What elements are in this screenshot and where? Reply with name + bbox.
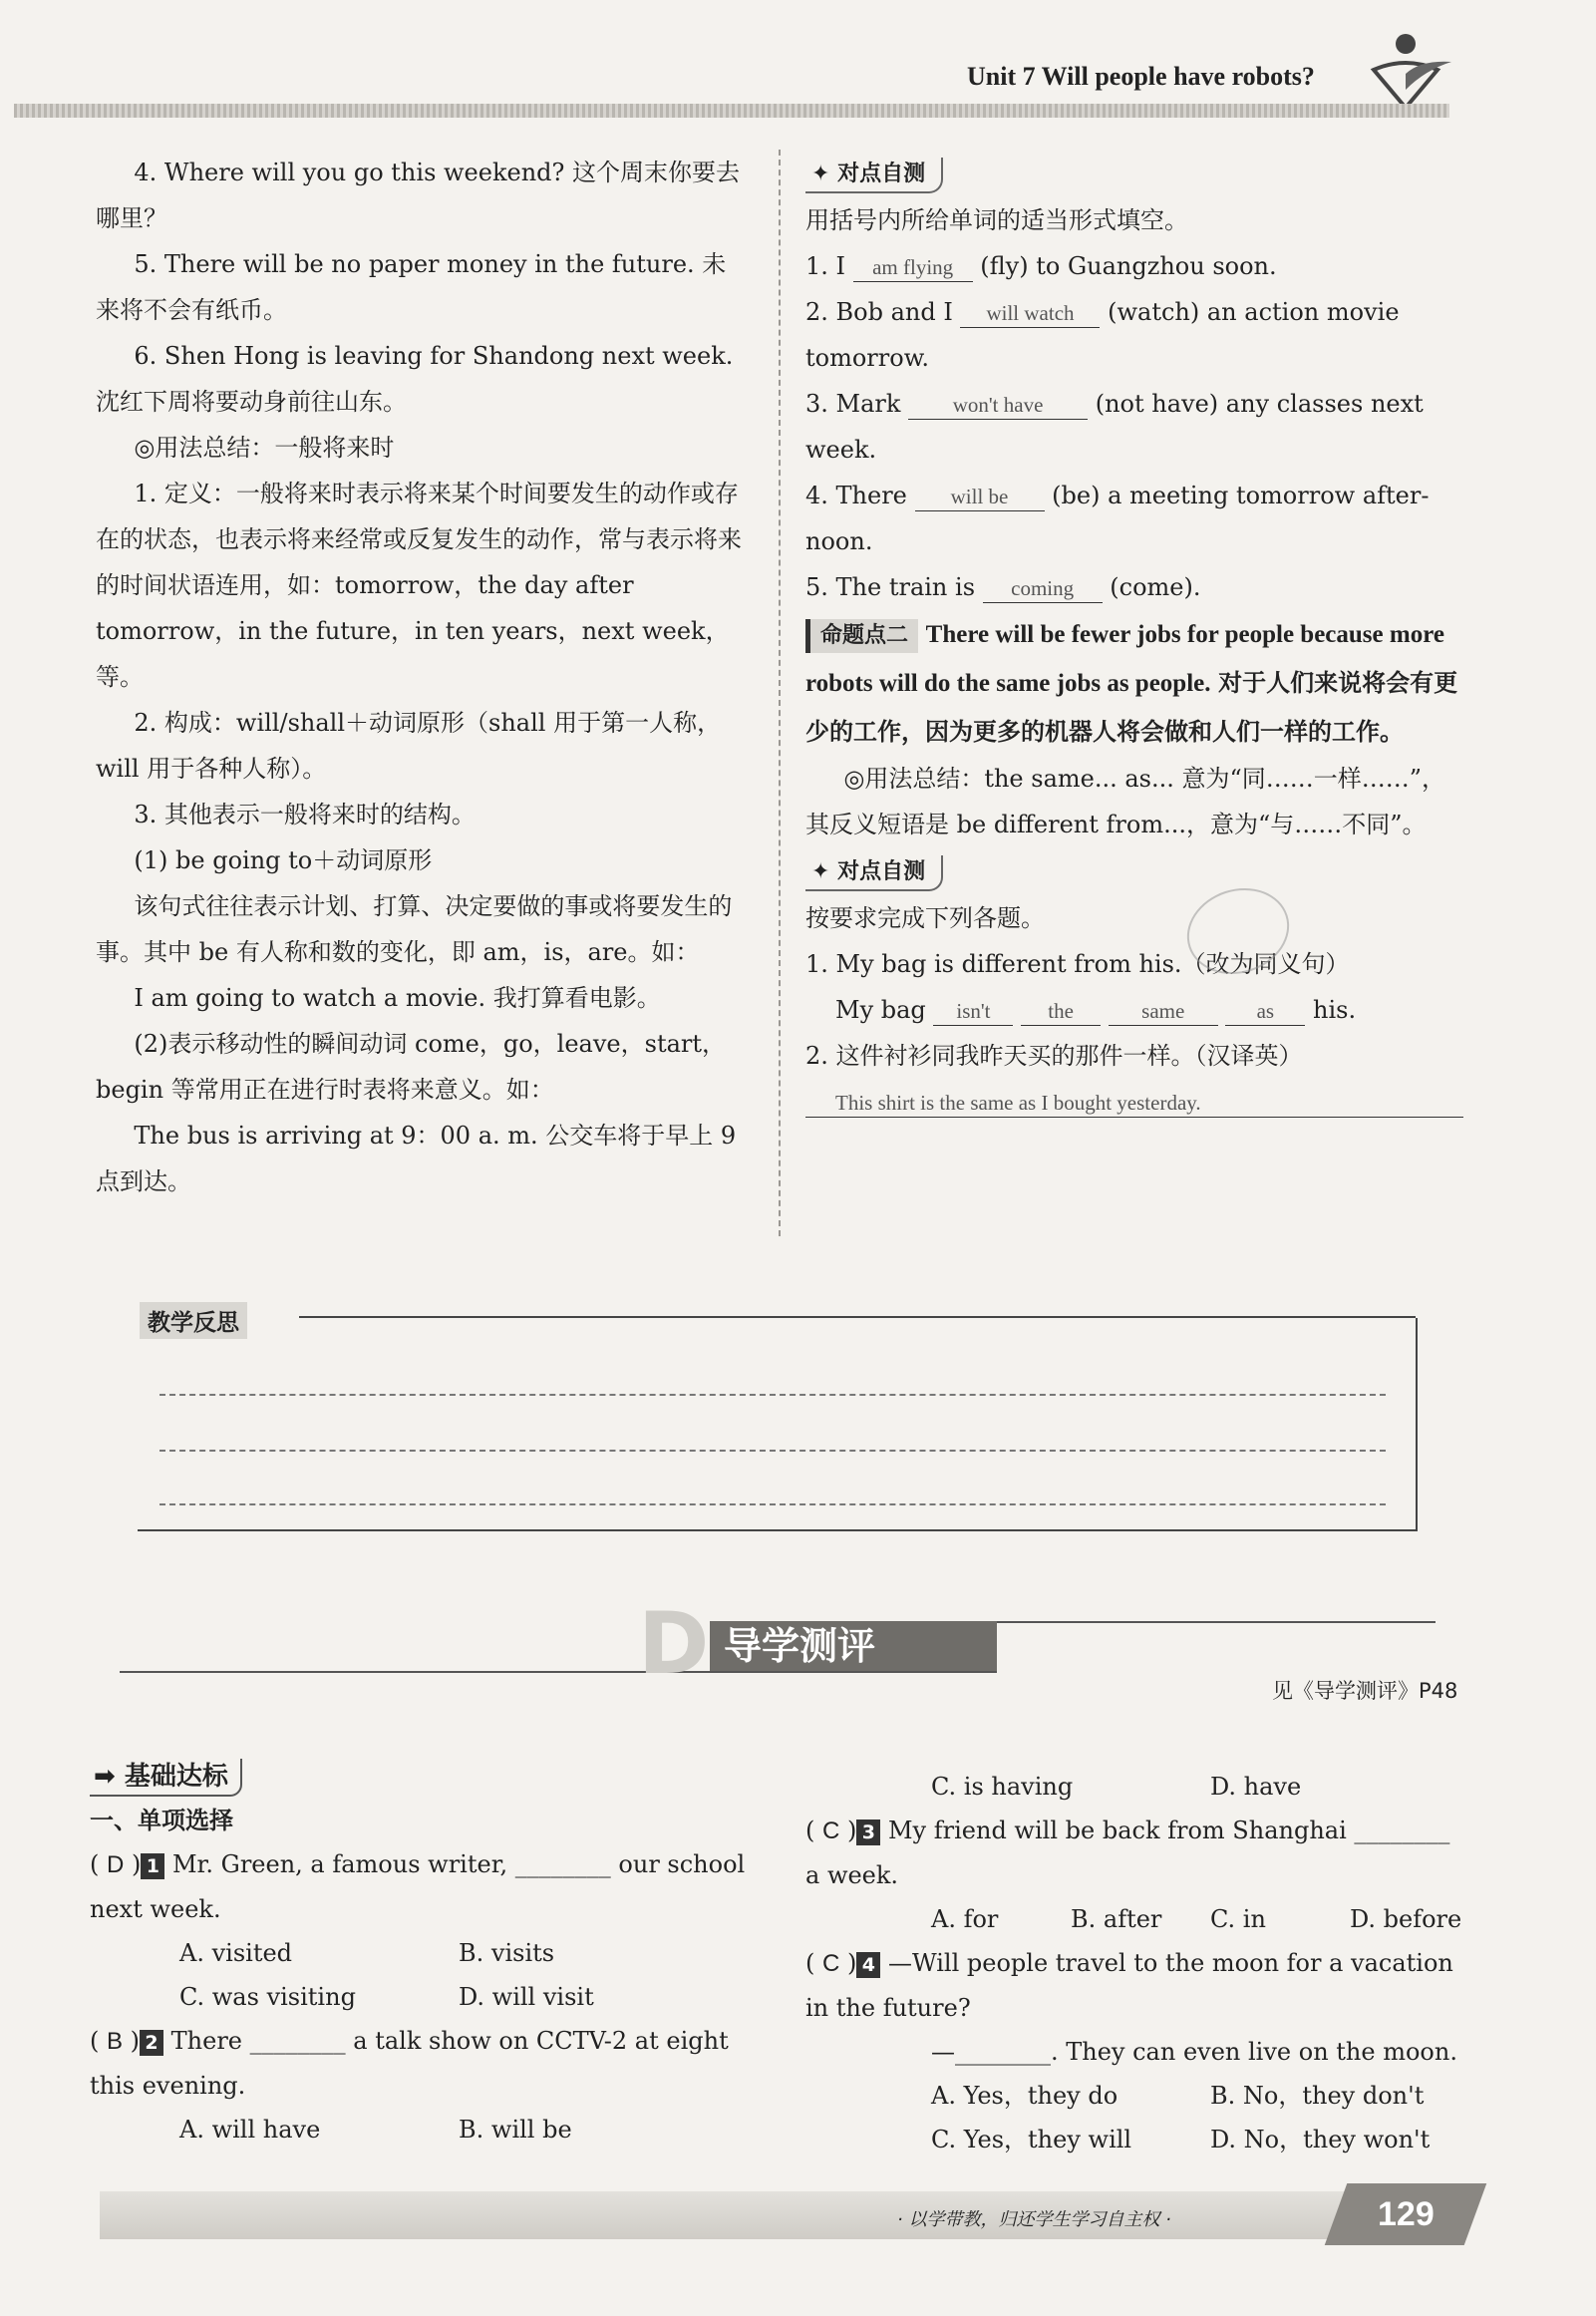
options: A. Yes，they do B. No，they don't [931, 2082, 1425, 2110]
options: C. Yes，they will D. No，they won't [931, 2126, 1431, 2153]
exercise-left [90, 1755, 768, 2151]
section-d-letter: D [638, 1594, 710, 1694]
reflection-title: 教学反思 [140, 1302, 247, 1339]
other-structures: 3. 其他表示一般将来时的结构。 [134, 801, 476, 828]
example-6: 6. Shen Hong is leaving for Shandong next week. 沈红下周将要动身前往山东。 [96, 342, 734, 416]
unit-title: Unit 7 Will people have robots? [967, 62, 1315, 91]
fill-q4: 4. There will be (be) a meeting tomorrow after-noon. [805, 482, 1430, 555]
options: A. will have B. will be [179, 2116, 572, 2144]
question-1: ( D ) 1 Mr. Green, a famous writer, ________ our school next week. [90, 1850, 746, 1923]
right-column [805, 150, 1463, 1125]
reflection-box [138, 1318, 1418, 1531]
answer-choice: C [822, 1950, 840, 1977]
be-going-to-explain: 该句式往往表示计划、打算、决定要做的事或将要发生的事。其中 be 有人称和数的变化，即 am，is，are。如： [96, 892, 733, 966]
question-number: 1 [141, 1853, 164, 1879]
be-going-to: (1) be going to＋动词原形 [134, 846, 433, 874]
example-4: 4. Where will you go this weekend? 这个周末你要去哪里？ [96, 159, 741, 232]
header-band [14, 104, 1449, 118]
selftest-tag: ✦ 对点自测 [805, 158, 943, 193]
footer-band [100, 2191, 1426, 2239]
point-2 [805, 610, 1463, 756]
fill-q2: 2. Bob and I will watch (watch) an action movie tomorrow. [805, 298, 1400, 372]
question-number: 4 [856, 1952, 880, 1978]
task-1-answer: My bag isn't the same as his. [835, 996, 1357, 1024]
task-2: 2. 这件衬衫同我昨天买的那件一样。（汉译英） [805, 1042, 1303, 1070]
answer-choice: B [107, 2028, 124, 2055]
answer-choice: C [822, 1818, 840, 1844]
reflection-top-line [299, 1316, 1416, 1318]
reflection-line [160, 1450, 1386, 1452]
structure: 2. 构成：will/shall＋动词原形（shall 用于第一人称，will 用于各种人称）。 [96, 709, 722, 783]
options: C. was visiting D. will visit [179, 1983, 594, 2011]
reflection-line [160, 1394, 1386, 1396]
section-d-line [997, 1621, 1436, 1623]
fill-q3: 3. Mark won't have (not have) any classes next week. [805, 390, 1424, 464]
question-2: ( B ) 2 There ________ a talk show on CCTV-2 at eight this evening. [90, 2027, 729, 2100]
answer-blank: will watch [960, 299, 1100, 328]
instruction-1: 用括号内所给单词的适当形式填空。 [805, 206, 1188, 234]
part-heading: 一、单项选择 [90, 1807, 233, 1834]
point-2-sentence: There will be fewer jobs for people because more robots will do the same jobs as people. [805, 621, 1444, 697]
reflection-line [160, 1503, 1386, 1505]
instruction-2: 按要求完成下列各题。 [805, 904, 1045, 932]
options: A. for B. after C. in D. before [931, 1905, 1462, 1933]
section-d-reference: 见《导学测评》P48 [1272, 1679, 1458, 1703]
question-4-reply: —________. They can even live on the moon. [931, 2038, 1457, 2066]
example-movie: I am going to watch a movie. 我打算看电影。 [134, 984, 661, 1012]
footer-slogan: · 以学带教，归还学生学习自主权 · [897, 2209, 1171, 2230]
answer-blank: am flying [853, 253, 973, 282]
exercise-right [805, 1755, 1463, 2161]
answer-choice: D [107, 1851, 125, 1878]
task-1: 1. My bag is different from his.（改为同义句） [805, 950, 1350, 978]
definition: 1. 定义：一般将来时表示将来某个时间要发生的动作或存在的状态，也表示将来经常或反复发生的动作，常与表示将来的时间状语连用，如：tomorrow，the day after tomorrow，in the future，in ten years，next week，等。 [96, 480, 742, 691]
motion-verbs: (2)表示移动性的瞬间动词 come，go，leave，start，begin 等常用正在进行时表将来意义。如： [96, 1030, 727, 1104]
task-2-answer: This shirt is the same as I bought yesterday. [805, 1079, 1463, 1125]
section-d-line [120, 1671, 997, 1673]
column-divider [779, 150, 781, 1236]
options: A. visited B. visits [179, 1939, 555, 1967]
question-3: ( C ) 3 My friend will be back from Shanghai ________ a week. [805, 1817, 1450, 1889]
point-2-tag: 命题点二 [805, 619, 918, 653]
fill-q1: 1. I am flying (fly) to Guangzhou soon. [805, 252, 1277, 280]
level-tag: ➡ 基础达标 [90, 1759, 242, 1797]
page-number: 129 [1325, 2183, 1487, 2245]
answer-blank: coming [983, 574, 1103, 603]
fill-q5: 5. The train is coming (come). [805, 573, 1201, 601]
question-4: ( C ) 4 —Will people travel to the moon for a vacation in the future? [805, 1949, 1453, 2022]
selftest-tag-2: ✦ 对点自测 [805, 855, 943, 891]
answer-blank: won't have [908, 391, 1088, 420]
example-5: 5. There will be no paper money in the future. 未来将不会有纸币。 [96, 250, 727, 324]
answer-blank: will be [915, 483, 1045, 511]
question-number: 3 [856, 1820, 880, 1845]
usage-same-as: ◎用法总结：the same... as... 意为“同……一样……”，其反义短语是 be different from...，意为“与……不同”。 [805, 765, 1446, 838]
usage-summary-heading: ◎用法总结：一般将来时 [134, 434, 395, 462]
example-bus: The bus is arriving at 9：00 a. m. 公交车将于早上 9 点到达。 [96, 1122, 737, 1195]
question-number: 2 [140, 2030, 163, 2056]
point-2-translation: 对于人们来说将会有更少的工作，因为更多的机器人将会做和人们一样的工作。 [805, 669, 1458, 746]
left-column [96, 150, 750, 1204]
options: C. is having D. have [931, 1773, 1302, 1801]
reader-logo-icon [1366, 30, 1455, 110]
section-d-title: 导学测评 [710, 1621, 997, 1671]
